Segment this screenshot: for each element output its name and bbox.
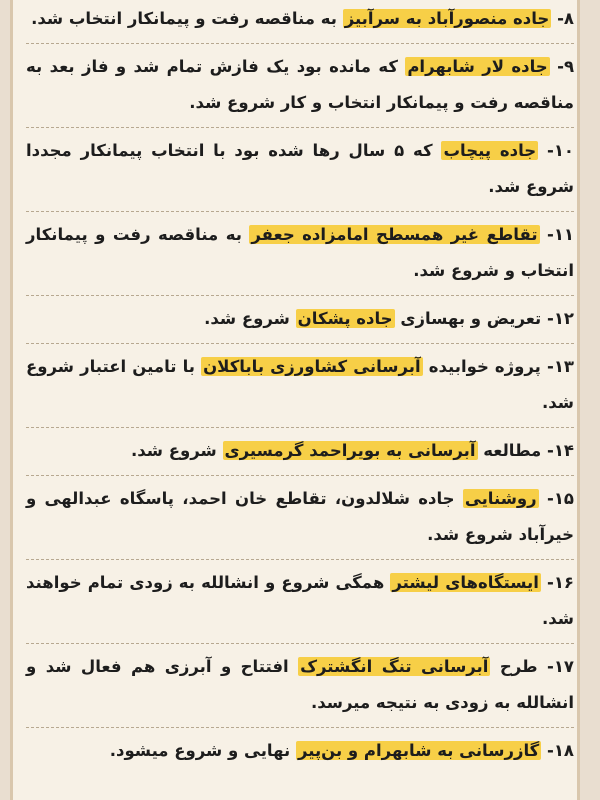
list-item — [26, 476, 574, 560]
list-item — [26, 44, 574, 128]
item-text: ۱۱- — [539, 225, 575, 244]
item-text: با تامین اعتبار شروع شد. — [26, 357, 574, 412]
item-text: که مانده بود یک فازش تمام شد و فاز بعد به مناقصه رفت و پیمانکار انتخاب و کار شروع شد. — [26, 57, 574, 112]
item-text: ۱۷- طرح — [490, 657, 575, 676]
item-text: به مناقصه رفت و پیمانکار انتخاب و شروع شد. — [26, 225, 574, 280]
highlighted-text: گازرسانی به شابهرام و بن‌پیر — [297, 741, 540, 760]
item-text: نهایی و شروع میشود. — [109, 741, 296, 760]
highlighted-text: جاده لار شابهرام — [407, 57, 548, 76]
list-item — [26, 344, 574, 428]
item-text: ۹- — [549, 57, 575, 76]
item-text: که ۵ سال رها شده بود با انتخاب پیمانکار مجددا شروع شد. — [26, 141, 574, 196]
item-text: ۱۲- تعریض و بهسازی — [394, 309, 574, 328]
highlighted-text: تقاطع غیر همسطح امامزاده جعفر — [251, 225, 538, 244]
numbered-list — [26, 0, 574, 775]
highlighted-text: آبرسانی تنگ انگشترک — [300, 657, 489, 676]
item-text: همگی شروع و انشالله به زودی تمام خواهند شد. — [26, 573, 574, 628]
highlighted-text: جاده منصورآباد به سرآبیز — [344, 9, 550, 28]
highlighted-text: جاده پیچاب — [443, 141, 537, 160]
list-item — [26, 428, 574, 476]
item-text: شروع شد. — [130, 441, 223, 460]
item-text: به مناقصه رفت و پیمانکار انتخاب شد. — [31, 9, 343, 28]
item-text: ۱۴- مطالعه — [477, 441, 574, 460]
item-text: شروع شد. — [204, 309, 296, 328]
highlighted-text: آبرسانی کشاورزی باباکلان — [203, 357, 421, 376]
item-text: ۸- — [551, 9, 574, 28]
item-text: ۱۸- — [541, 741, 574, 760]
highlighted-text: ایستگاه‌های لیشتر — [392, 573, 539, 592]
list-item — [26, 0, 574, 44]
list-item — [26, 296, 574, 344]
highlighted-text: روشنایی — [464, 489, 537, 508]
highlighted-text: آبرسانی به بویراحمد گرمسیری — [224, 441, 476, 460]
item-text: ۱۶- — [540, 573, 574, 592]
list-item — [26, 644, 574, 728]
list-item — [26, 728, 574, 775]
item-text: افتتاح و آبرزی هم فعال شد و انشالله به زودی به نتیجه میرسد. — [26, 657, 574, 712]
item-text: ۱۰- — [538, 141, 575, 160]
item-text: ۱۳- پروژه خوابیده — [422, 357, 574, 376]
list-item — [26, 212, 574, 296]
item-text: ۱۵- — [538, 489, 574, 508]
item-text: جاده شلالدون، تقاطع خان احمد، پاسگاه عبدالهی و خیرآباد شروع شد. — [26, 489, 574, 544]
highlighted-text: جاده پشکان — [297, 309, 393, 328]
list-item — [26, 560, 574, 644]
list-item — [26, 128, 574, 212]
